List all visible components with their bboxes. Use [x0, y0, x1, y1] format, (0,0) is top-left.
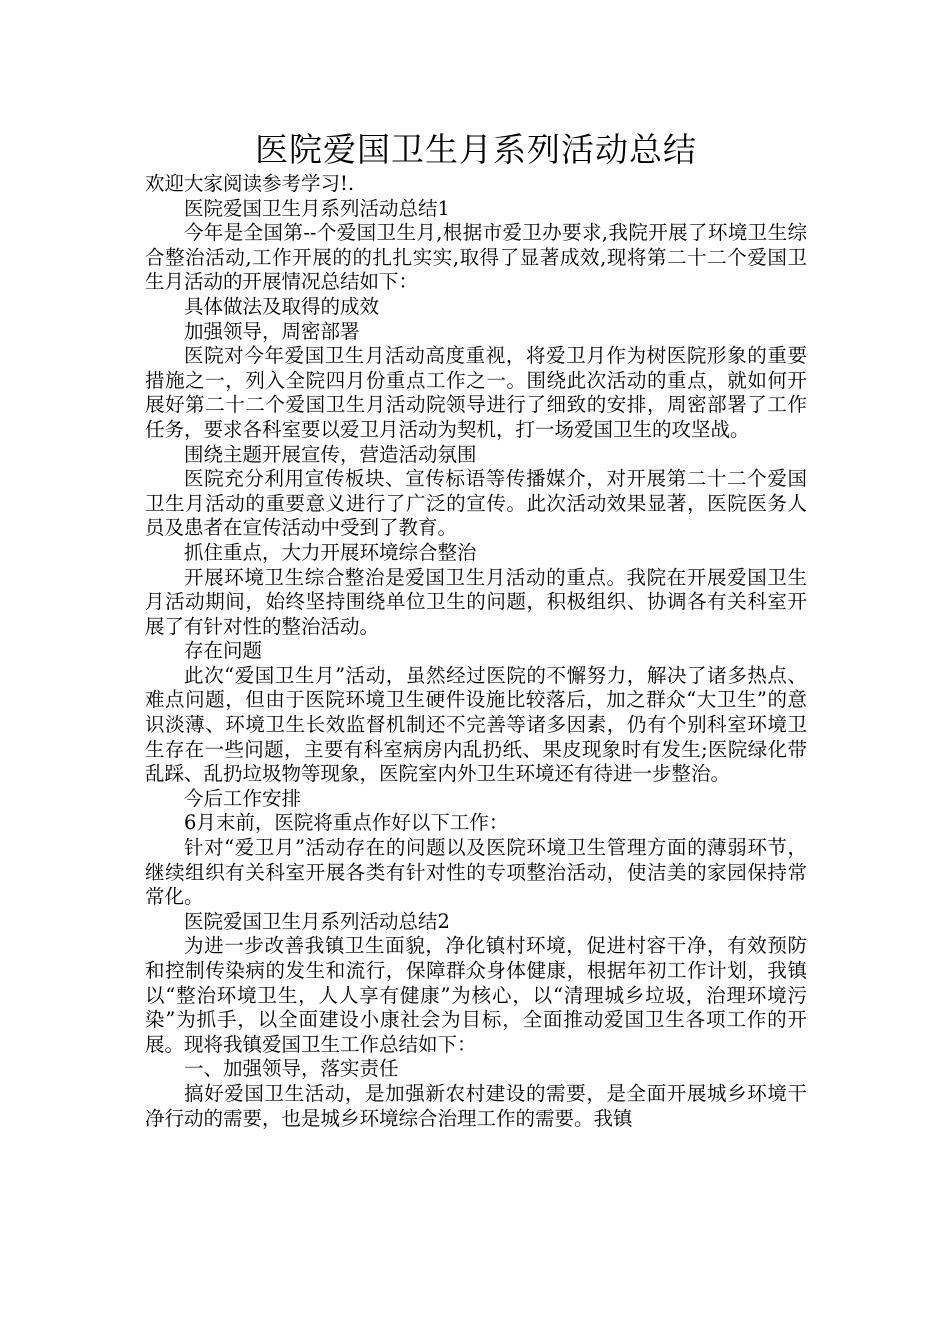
paragraph: 医院充分利用宣传板块、宣传标语等传播媒介，对开展第二十二个爱国卫生月活动的重要意义进行了广泛的宣传。此次活动效果显著，医院医务人员及患者在宣传活动中受到了教育。	[145, 467, 807, 540]
paragraph: 开展环境卫生综合整治是爱国卫生月活动的重点。我院在开展爱国卫生月活动期间，始终坚持围绕单位卫生的问题，积极组织、协调各有关科室开展了有针对性的整治活动。	[145, 565, 807, 638]
section-heading: 医院爱国卫生月系列活动总结2	[184, 909, 450, 933]
document-title: 医院爱国卫生月系列活动总结	[255, 130, 697, 169]
section-heading: 围绕主题开展宣传，营造活动氛围	[184, 442, 477, 466]
paragraph: 今年是全国第--个爱国卫生月,根据市爱卫办要求,我院开展了环境卫生综合整治活动,工作开展的的扎扎实实,取得了显著成效,现将第二十二个爱国卫生月活动的开展情况总结如下：	[145, 221, 807, 294]
paragraph: 此次“爱国卫生月”活动，虽然经过医院的不懈努力，解决了诸多热点、难点问题，但由于医院环境卫生硬件设施比较落后，加之群众“大卫生”的意识淡薄、环境卫生长效监督机制还不完善等诸多因素，仍有个别科室环境卫生存在一些问题，主要有科室病房内乱扔纸、果皮现象时有发生;医院绿化带乱踩、乱扔垃圾物等现象，医院室内外卫生环境还有待进一步整治。	[145, 663, 807, 786]
section-heading: 一、加强领导，落实责任	[184, 1057, 399, 1081]
section-heading: 具体做法及取得的成效	[184, 294, 380, 318]
section-heading: 抓住重点，大力开展环境综合整治	[184, 540, 477, 564]
section-heading: 今后工作安排	[184, 786, 302, 810]
document-page	[145, 128, 807, 1131]
intro-line: 欢迎大家阅读参考学习!.	[145, 172, 355, 195]
paragraph: 医院对今年爱国卫生月活动高度重视，将爱卫月作为树医院形象的重要措施之一，列入全院四月份重点工作之一。围绕此次活动的重点，就如何开展好第二十二个爱国卫生月活动院领导进行了细致的安排，周密部署了工作任务，要求各科室要以爱卫月活动为契机，打一场爱国卫生的攻坚战。	[145, 344, 807, 441]
document-body	[145, 172, 807, 1131]
paragraph: 针对“爱卫月”活动存在的问题以及医院环境卫生管理方面的薄弱环节，继续组织有关科室开展各类有针对性的专项整治活动，使洁美的家园保持常常化。	[145, 836, 807, 909]
section-heading: 存在问题	[184, 639, 263, 663]
section-heading: 医院爱国卫生月系列活动总结1	[184, 196, 450, 220]
paragraph: 6月末前，医院将重点作好以下工作：	[184, 811, 509, 835]
section-heading: 加强领导，周密部署	[184, 319, 360, 343]
paragraph: 搞好爱国卫生活动，是加强新农村建设的需要，是全面开展城乡环境干净行动的需要，也是城乡环境综合治理工作的需要。我镇	[145, 1081, 807, 1130]
paragraph: 为进一步改善我镇卫生面貌，净化镇村环境，促进村容干净，有效预防和控制传染病的发生和流行，保障群众身体健康，根据年初工作计划，我镇以“整治环境卫生，人人享有健康”为核心，以“清理城乡垃圾，治理环境污染”为抓手，以全面建设小康社会为目标，全面推动爱国卫生各项工作的开展。现将我镇爱国卫生工作总结如下：	[145, 934, 807, 1056]
